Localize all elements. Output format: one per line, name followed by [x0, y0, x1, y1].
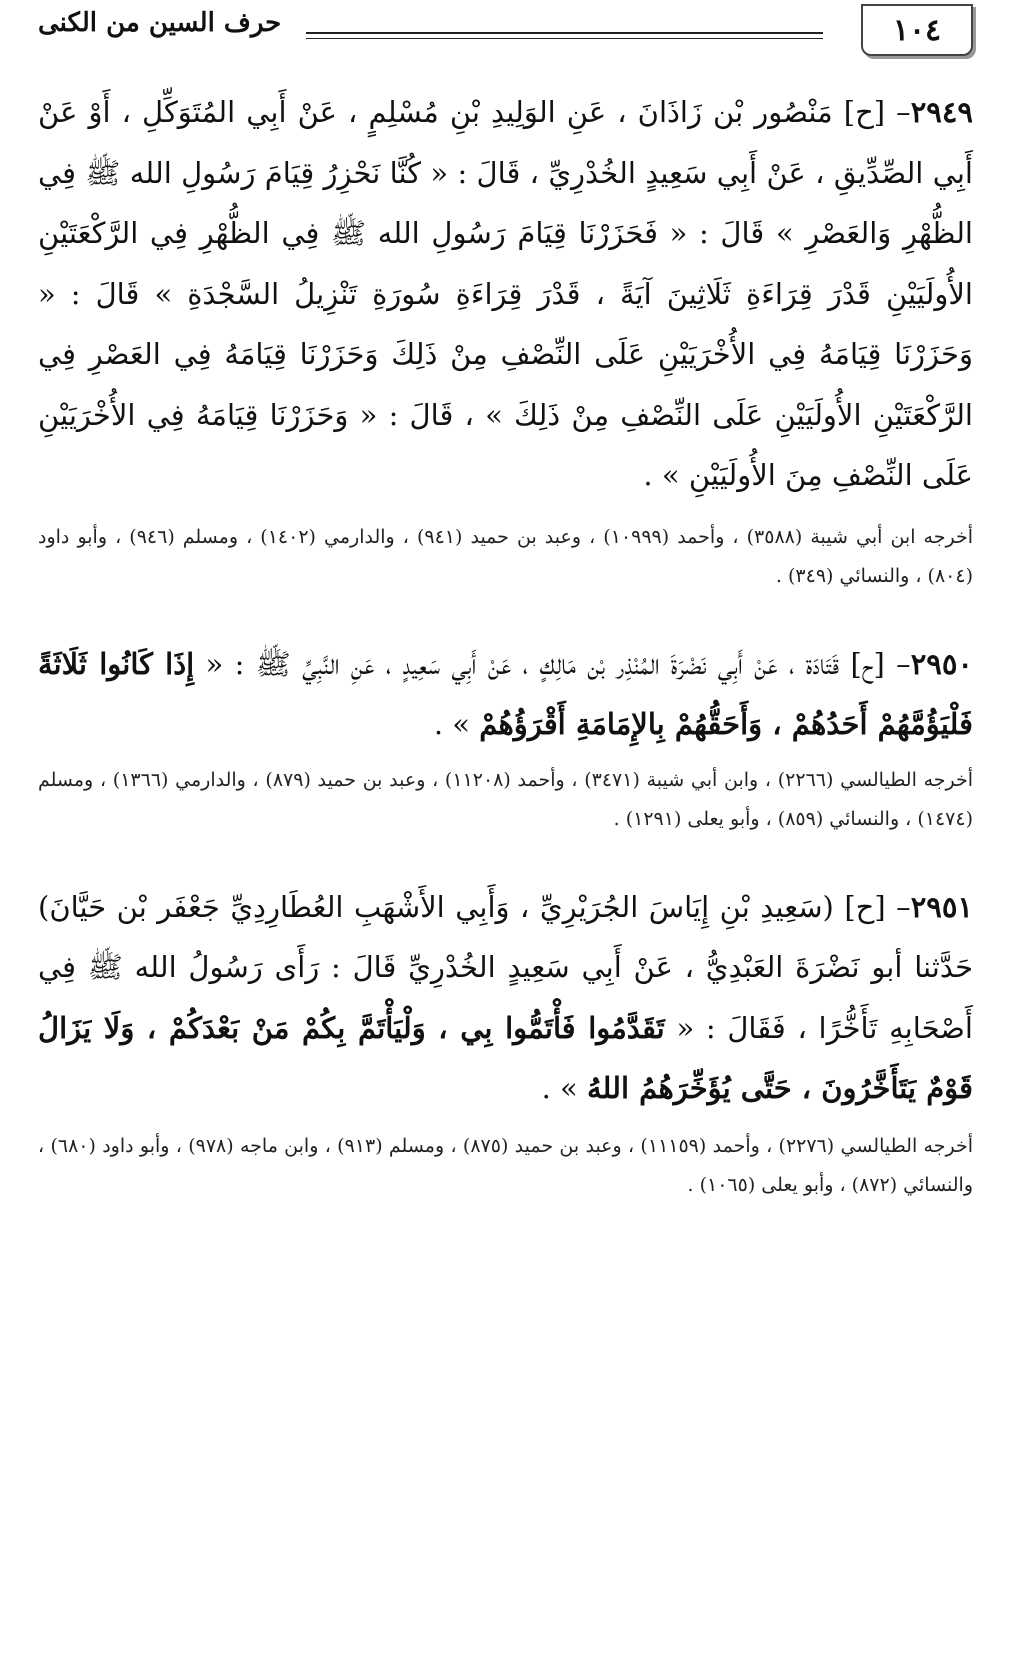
hadith-closing: » .	[433, 707, 480, 741]
takhrij-2949: أخرجه ابن أبي شيبة (٣٥٨٨) ، وأحمد (١٠٩٩٩) ، وعبد بن حميد (٩٤١) ، والدارمي (١٤٠٢) ، ومسلم (٩٤٦) ، وأبو داود (٨٠٤) ، والنسائي (٣٤٩) .	[38, 525, 973, 587]
hadith-matn: تَقَدَّمُوا فَأْتَمُّوا بِي ، وَلْيَأْتَمَّ بِكُمْ مَنْ بَعْدَكُمْ ، وَلَا يَزَالُ قَوْمٌ يَتَأَخَّرُونَ ، حَتَّى يُؤَخِّرَهُمُ اللهُ	[38, 1010, 973, 1105]
hadith-number: ٢٩٤٩	[910, 95, 973, 129]
hadith-text: – [ح] مَنْصُور بْن زَاذَانَ ، عَنِ الوَلِيدِ بْنِ مُسْلِمٍ ، عَنْ أَبِي المُتَوَكِّلِ ، أَوْ عَنْ أَبِي الصِّدِّيقِ ، عَنْ أَبِي سَعِيدٍ الخُدْرِيِّ ، قَالَ : « كُنَّا نَحْزِرُ قِيَامَ رَسُولِ الله ﷺ فِي الظُّهْرِ وَالعَصْرِ » قَالَ : « فَحَزَرْنَا قِيَامَ رَسُولِ الله ﷺ فِي الظُّهْرِ فِي الرَّكْعَتَيْنِ الأُولَيَيْنِ قَدْرَ قِرَاءَةِ ثَلَاثِينَ آيَةً ، قَدْرَ قِرَاءَةِ سُورَةِ تَنْزِيلُ السَّجْدَةِ » قَالَ : « وَحَزَرْنَا قِيَامَهُ فِي الأُخْرَيَيْنِ عَلَى النِّصْفِ مِنْ ذَلِكَ وَحَزَرْنَا قِيَامَهُ فِي العَصْرِ فِي الرَّكْعَتَيْنِ الأُولَيَيْنِ عَلَى النِّصْفِ مِنْ ذَلِكَ » ، قَالَ : « وَحَزَرْنَا قِيَامَهُ فِي الأُخْرَيَيْنِ عَلَى النِّصْفِ مِنَ الأُولَيَيْنِ » .	[38, 95, 973, 492]
page-number: ١٠٤	[861, 4, 973, 56]
hadith-2949	[38, 82, 973, 506]
hadith-closing: » .	[541, 1071, 587, 1105]
header-rule	[306, 32, 823, 34]
page-body	[38, 82, 973, 1205]
hadith-number: ٢٩٥٠	[910, 646, 973, 681]
hadith-number: ٢٩٥١	[910, 889, 973, 924]
hadith-matn: إِذَا كَانُوا ثَلَاثَةً فَلْيَؤُمَّهُمْ أَحَدُهُمْ ، وَأَحَقُّهُمْ بِالإِمَامَةِ أَقْرَؤُهُمْ	[38, 646, 973, 741]
hadith-2951	[38, 877, 973, 1119]
header-rule-thin	[306, 38, 823, 39]
hadith-isnad: – [ح] (سَعِيدِ بْنِ إِيَاسَ الجُرَيْرِيِّ ، وَأَبِي الأَشْهَبِ العُطَارِدِيِّ جَعْفَر بْن حَيَّانَ) حَدَّثنا أبو نَضْرَةَ العَبْدِيُّ ، عَنْ أَبِي سَعِيدٍ الخُدْرِيِّ قَالَ : رَأَى رَسُولُ الله ﷺ فِي أَصْحَابِهِ تَأَخُّرًا ، فَقَالَ : «	[38, 889, 973, 1045]
hadith-isnad: – [ح] قَتَادَة ، عَنْ أَبِي نَضْرَةَ المُنْذِر بْن مَالِكٍ ، عَنْ أَبِي سَعِيدٍ ، عَنِ النَّبِيِّ ﷺ : «	[194, 646, 911, 681]
hadith-2950	[38, 634, 973, 755]
takhrij-2950: أخرجه الطيالسي (٢٢٦٦) ، وابن أبي شيبة (٣٤٧١) ، وأحمد (١١٢٠٨) ، وعبد بن حميد (٨٧٩) ، والدارمي (١٣٦٦) ، ومسلم (١٤٧٤) ، والنسائي (٨٥٩) ، وأبو يعلى (١٢٩١) .	[38, 768, 974, 830]
chapter-title: حرف السين من الكنى	[38, 8, 282, 38]
page-header	[38, 0, 973, 60]
takhrij-2951: أخرجه الطيالسي (٢٢٧٦) ، وأحمد (١١١٥٩) ، وعبد بن حميد (٨٧٥) ، ومسلم (٩١٣) ، وابن ماجه (٩٧٨) ، وأبو داود (٦٨٠) ، والنسائي (٨٧٢) ، وأبو يعلى (١٠٦٥) .	[38, 1134, 973, 1196]
